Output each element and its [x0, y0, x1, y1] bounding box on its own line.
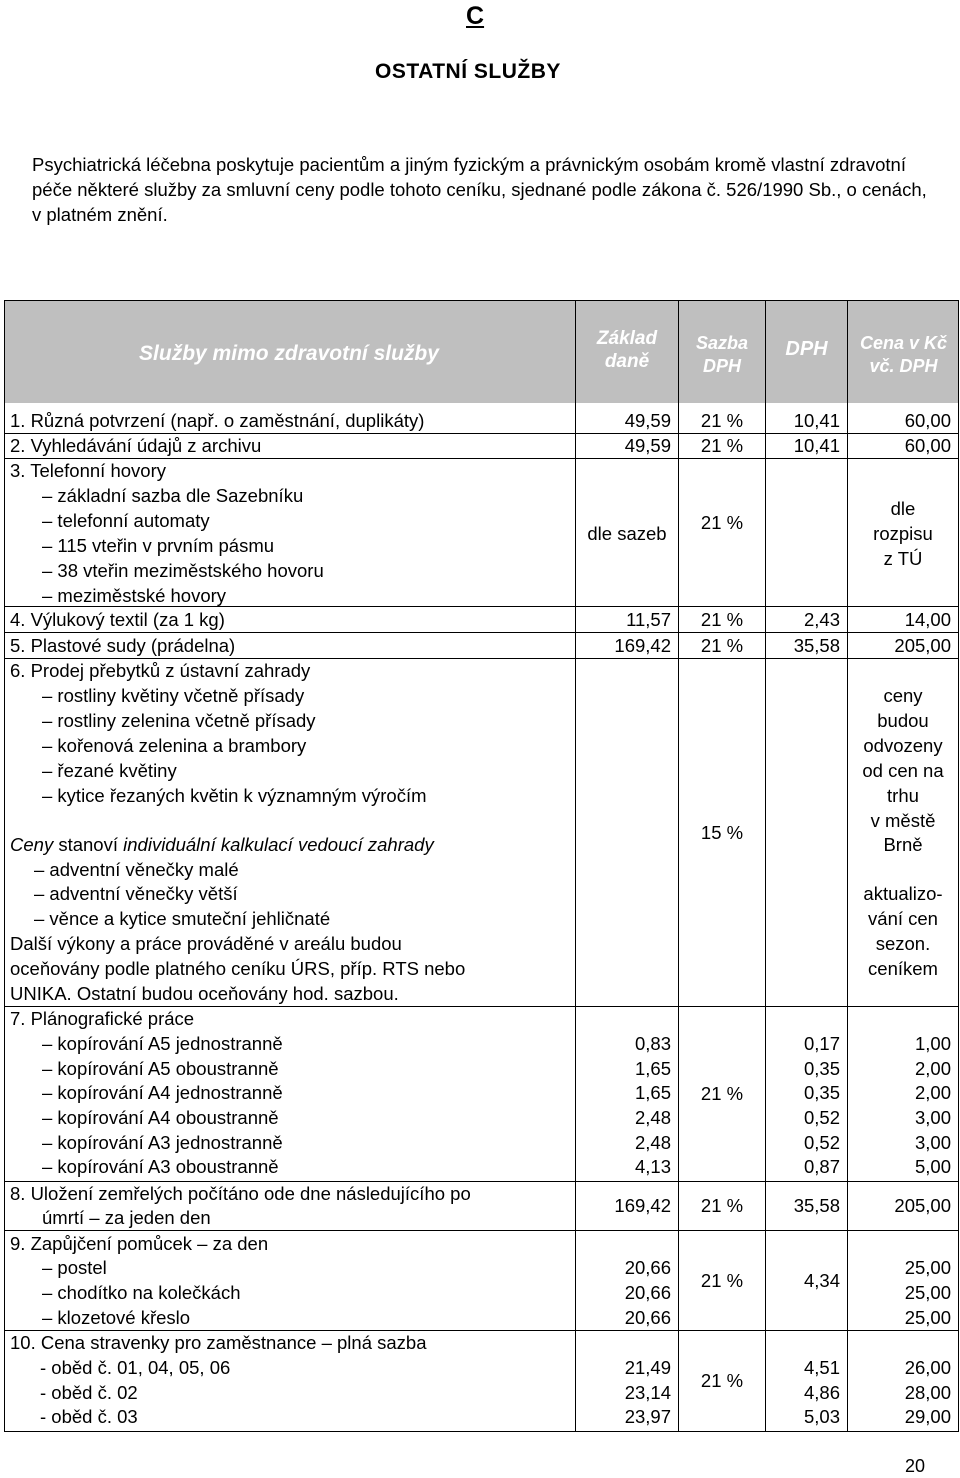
row-8-label-cont: úmrtí – za jeden den [42, 1207, 211, 1228]
row-7-vat: 0,52 [803, 1107, 840, 1128]
row-divider [4, 606, 959, 607]
row-10-base: 23,14 [624, 1382, 671, 1403]
row-6-price: trhu [887, 785, 919, 806]
row-1-label: 1. Různá potvrzení (např. o zaměstnání, duplikáty) [10, 410, 425, 431]
row-1-price: 60,00 [904, 410, 951, 431]
row-6-item: – rostliny zelenina včetně přísady [42, 710, 316, 731]
row-7-item: – kopírování A3 jednostranně [42, 1132, 283, 1153]
row-6-price: aktualizo- [863, 883, 943, 904]
row-3-rate: 21 % [700, 512, 744, 533]
row-6-price: vání cen [868, 908, 938, 929]
row-6-note-text: stanoví [53, 834, 124, 855]
header-base: Základ daně [596, 328, 658, 372]
row-3-item: – telefonní automaty [42, 510, 210, 531]
row-8-base: 169,42 [614, 1195, 671, 1216]
row-9-label: 9. Zapůjčení pomůcek – za den [10, 1233, 269, 1254]
row-9-price: 25,00 [904, 1257, 951, 1278]
section-letter: C [466, 2, 485, 30]
row-2-vat: 10,41 [793, 435, 840, 456]
row-2-base: 49,59 [624, 435, 671, 456]
row-10-vat: 5,03 [803, 1406, 840, 1427]
row-2-rate: 21 % [700, 435, 744, 456]
row-6-note-word: Ceny [10, 834, 54, 855]
row-8-rate: 21 % [700, 1195, 744, 1216]
row-6-price: odvozeny [863, 735, 943, 756]
row-9-price: 25,00 [904, 1307, 951, 1328]
row-3-item: – 115 vteřin v prvním pásmu [42, 535, 275, 556]
row-6-other: oceňovány podle platného ceníku ÚRS, příp. RTS nebo [10, 958, 466, 979]
row-7-base: 4,13 [634, 1156, 671, 1177]
col-divider [678, 300, 679, 1432]
row-7-item: – kopírování A5 jednostranně [42, 1033, 283, 1054]
row-4-label: 4. Výlukový textil (za 1 kg) [10, 609, 225, 630]
row-8-label: 8. Uložení zemřelých počítáno ode dne následujícího po [10, 1183, 471, 1204]
row-8-price: 205,00 [894, 1195, 951, 1216]
row-10-item: - oběd č. 02 [40, 1382, 138, 1403]
row-6-item: – řezané květiny [42, 760, 177, 781]
row-6-price: sezon. [875, 933, 931, 954]
row-9-item: – postel [42, 1257, 107, 1278]
row-5-label: 5. Plastové sudy (prádelna) [10, 635, 236, 656]
row-10-price: 26,00 [904, 1357, 951, 1378]
row-6-note-italic: individuální kalkulací vedoucí zahrady [123, 834, 434, 855]
row-4-rate: 21 % [700, 609, 744, 630]
row-divider [4, 433, 959, 434]
intro-paragraph: Psychiatrická léčebna poskytuje pacientům a jiným fyzickým a právnickým osobám kromě vlastní zdravotní péče některé služby za smluvní ceny podle tohoto ceníku, sjednané podle zákona č. 526/1990 Sb., o cenách, v platném znění. [32, 154, 927, 225]
row-4-base: 11,57 [626, 609, 671, 630]
row-9-vat: 4,34 [803, 1270, 840, 1291]
row-divider [4, 1006, 959, 1007]
row-9-base: 20,66 [624, 1307, 671, 1328]
row-divider [4, 632, 959, 633]
row-10-vat: 4,51 [803, 1357, 840, 1378]
header-rate: Sazba DPH [695, 333, 749, 376]
row-10-price: 28,00 [904, 1382, 951, 1403]
row-divider [4, 1181, 959, 1182]
row-7-vat: 0,87 [803, 1156, 840, 1177]
row-3-price: z TÚ [883, 548, 923, 569]
page-heading: OSTATNÍ SLUŽBY [375, 60, 561, 83]
header-vat: DPH [785, 338, 828, 360]
header-price: Cena v Kč vč. DPH [859, 333, 948, 376]
row-6-item: – kořenová zelenina a brambory [42, 735, 307, 756]
row-7-vat: 0,35 [803, 1082, 840, 1103]
row-9-base: 20,66 [624, 1257, 671, 1278]
row-9-item: – chodítko na kolečkách [42, 1282, 241, 1303]
row-4-price: 14,00 [904, 609, 951, 630]
row-6-rate: 15 % [700, 822, 744, 843]
row-10-base: 21,49 [624, 1357, 671, 1378]
row-3-price: rozpisu [873, 523, 933, 544]
row-5-vat: 35,58 [793, 635, 840, 656]
row-6-item: – věnce a kytice smuteční jehličnaté [34, 908, 331, 929]
row-7-price: 5,00 [914, 1156, 951, 1177]
row-5-base: 169,42 [614, 635, 671, 656]
row-5-rate: 21 % [700, 635, 744, 656]
col-divider [765, 300, 766, 1432]
row-6-price: budou [877, 710, 929, 731]
row-6-price: od cen na [862, 760, 944, 781]
row-6-item: – adventní věnečky větší [34, 883, 238, 904]
row-9-base: 20,66 [624, 1282, 671, 1303]
row-4-vat: 2,43 [803, 609, 840, 630]
row-6-item: – rostliny květiny včetně přísady [42, 685, 305, 706]
row-7-vat: 0,35 [803, 1058, 840, 1079]
row-9-item: – klozetové křeslo [42, 1307, 191, 1328]
header-service: Služby mimo zdravotní služby [139, 342, 439, 365]
row-7-rate: 21 % [700, 1083, 744, 1104]
row-7-item: – kopírování A3 oboustranně [42, 1156, 279, 1177]
row-10-item: - oběd č. 01, 04, 05, 06 [40, 1357, 231, 1378]
row-7-vat: 0,52 [803, 1132, 840, 1153]
row-6-item: – kytice řezaných květin k významným výročím [42, 785, 427, 806]
row-3-label: 3. Telefonní hovory [10, 460, 166, 481]
row-2-label: 2. Vyhledávání údajů z archivu [10, 435, 262, 456]
row-6-price: ceny [883, 685, 923, 706]
row-1-rate: 21 % [700, 410, 744, 431]
row-divider [4, 658, 959, 659]
row-3-item: – 38 vteřin meziměstského hovoru [42, 560, 324, 581]
row-7-item: – kopírování A4 oboustranně [42, 1107, 279, 1128]
row-10-label: 10. Cena stravenky pro zaměstnance – plná sazba [10, 1332, 427, 1353]
row-7-price: 2,00 [914, 1058, 951, 1079]
row-1-vat: 10,41 [793, 410, 840, 431]
row-8-vat: 35,58 [793, 1195, 840, 1216]
row-7-price: 1,00 [914, 1033, 951, 1054]
row-7-base: 1,65 [634, 1058, 671, 1079]
row-6-note [10, 835, 434, 855]
row-3-item: – meziměstské hovory [42, 585, 227, 606]
row-10-rate: 21 % [700, 1370, 744, 1391]
row-6-price: v městě [870, 810, 936, 831]
row-7-base: 0,83 [634, 1033, 671, 1054]
row-5-price: 205,00 [894, 635, 951, 656]
page-number: 20 [905, 1456, 926, 1476]
row-6-other: Další výkony a práce prováděné v areálu budou [10, 933, 402, 954]
row-7-base: 2,48 [634, 1132, 671, 1153]
row-7-price: 2,00 [914, 1082, 951, 1103]
row-10-vat: 4,86 [803, 1382, 840, 1403]
row-6-label: 6. Prodej přebytků z ústavní zahrady [10, 660, 311, 681]
row-6-item: – adventní věnečky malé [34, 859, 239, 880]
row-7-base: 1,65 [634, 1082, 671, 1103]
row-6-price: Brně [883, 834, 923, 855]
row-1-base: 49,59 [624, 410, 671, 431]
row-divider [4, 1330, 959, 1331]
row-9-rate: 21 % [700, 1270, 744, 1291]
row-6-price: ceníkem [868, 958, 938, 979]
row-7-label: 7. Plánografické práce [10, 1008, 195, 1029]
row-7-price: 3,00 [914, 1107, 951, 1128]
row-3-item: – základní sazba dle Sazebníku [42, 485, 304, 506]
row-7-vat: 0,17 [803, 1033, 840, 1054]
row-6-other: UNIKA. Ostatní budou oceňovány hod. sazbou. [10, 983, 399, 1004]
row-divider [4, 1230, 959, 1231]
row-10-base: 23,97 [624, 1406, 671, 1427]
row-7-item: – kopírování A4 jednostranně [42, 1082, 283, 1103]
row-7-item: – kopírování A5 oboustranně [42, 1058, 279, 1079]
col-divider [575, 300, 576, 1432]
row-2-price: 60,00 [904, 435, 951, 456]
row-divider [4, 458, 959, 459]
row-3-price: dle [890, 498, 916, 519]
row-7-price: 3,00 [914, 1132, 951, 1153]
row-10-item: - oběd č. 03 [40, 1406, 138, 1427]
row-9-price: 25,00 [904, 1282, 951, 1303]
row-10-price: 29,00 [904, 1406, 951, 1427]
row-7-base: 2,48 [634, 1107, 671, 1128]
row-3-base: dle sazeb [587, 523, 667, 544]
